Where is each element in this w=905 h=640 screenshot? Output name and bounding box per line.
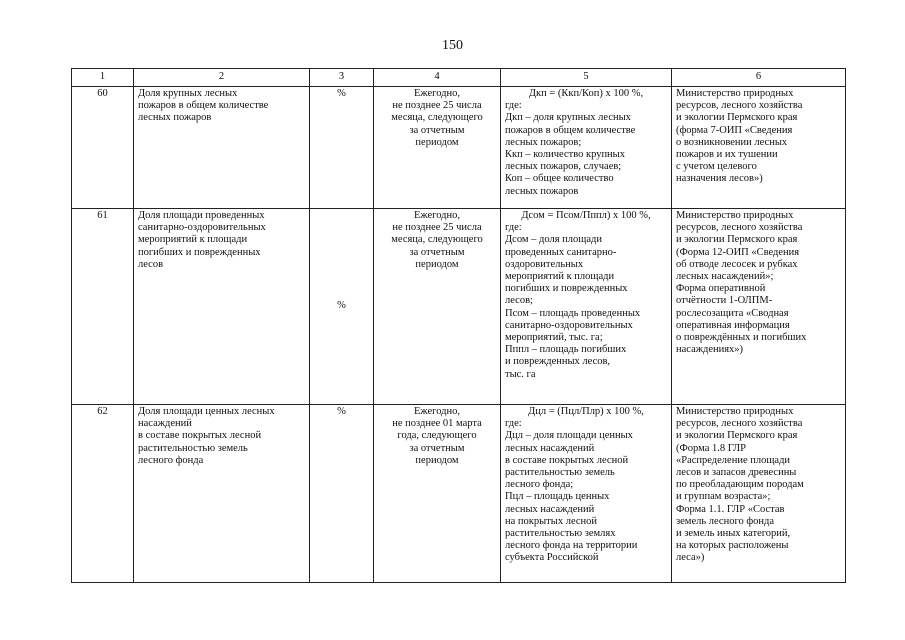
column-header: 6 — [672, 69, 846, 87]
formula-description: где: Дсом – доля площади проведенных санитарно- оздоровительных мероприятий к площади погибших и поврежденных лесов; Псом – площадь проведенных санитарно-оздоровительных мероприятий, тыс. га; Пппл – площадь погибших и поврежденных лесов, тыс. га — [505, 222, 641, 380]
unit-cell: % — [310, 87, 374, 209]
formula-description: где: Дцл – доля площади ценных лесных насаждений в составе покрытых лесной растительностью земель лесного фонда; Пцл – площадь ценных лесных насаждений на покрытых лесной растительностью землях лесного фонда на территории субъекта Российской — [505, 418, 638, 564]
page-number: 150 — [442, 38, 463, 53]
unit-cell: % — [310, 405, 374, 583]
reporting-period: Ежегодно, не позднее 25 числа месяца, следующего за отчетным периодом — [374, 87, 501, 209]
table-row — [72, 405, 846, 583]
indicator-name: Доля площади ценных лесных насаждений в составе покрытых лесной растительностью земель лесного фонда — [134, 405, 310, 583]
table-row — [72, 87, 846, 209]
formula-cell — [501, 405, 672, 583]
table-row — [72, 209, 846, 405]
formula-description: где: Дкп – доля крупных лесных пожаров в общем количестве лесных пожаров; Ккп – количество крупных лесных пожаров, случаев; Коп – общее количество лесных пожаров — [505, 100, 636, 197]
row-number: 60 — [72, 87, 134, 209]
unit-cell: % — [310, 209, 374, 405]
reporting-period: Ежегодно, не позднее 25 числа месяца, следующего за отчетным периодом — [374, 209, 501, 405]
indicator-name: Доля площади проведенных санитарно-оздоровительных мероприятий к площади погибших и поврежденных лесов — [134, 209, 310, 405]
column-header: 3 — [310, 69, 374, 87]
reporting-period: Ежегодно, не позднее 01 марта года, следующего за отчетным периодом — [374, 405, 501, 583]
row-number: 62 — [72, 405, 134, 583]
column-header: 2 — [134, 69, 310, 87]
formula: Дкп = (Ккп/Коп) x 100 %, — [528, 88, 644, 99]
indicators-table — [71, 68, 846, 583]
data-source: Министерство природных ресурсов, лесного хозяйства и экологии Пермского края (Форма 12-ОИП «Сведения об отводе лесосек и рубках лесных насаждений»; Форма оперативной отчётности 1-ОЛПМ- рослесозащита «Сводная оперативная информация о повреждённых и погибших насаждениях») — [672, 209, 846, 405]
indicator-name: Доля крупных лесных пожаров в общем количестве лесных пожаров — [134, 87, 310, 209]
data-source: Министерство природных ресурсов, лесного хозяйства и экологии Пермского края (форма 7-ОИП «Сведения о возникновении лесных пожаров и их тушении с учетом целевого назначения лесов») — [672, 87, 846, 209]
column-header: 5 — [501, 69, 672, 87]
column-header: 4 — [374, 69, 501, 87]
formula: Дсом = Псом/Пппл) x 100 %, — [521, 210, 651, 221]
formula: Дцл = (Пцл/Плр) x 100 %, — [528, 406, 644, 417]
formula-cell — [501, 87, 672, 209]
column-header: 1 — [72, 69, 134, 87]
row-number: 61 — [72, 209, 134, 405]
header-row — [72, 69, 846, 87]
data-source: Министерство природных ресурсов, лесного хозяйства и экологии Пермского края (Форма 1.8 ГЛР «Распределение площади лесов и запасов древесины по преобладающим породам и группам возраста»; Форма 1.1. ГЛР «Состав земель лесного фонда и земель иных категорий, на которых расположены леса») — [672, 405, 846, 583]
formula-cell — [501, 209, 672, 405]
